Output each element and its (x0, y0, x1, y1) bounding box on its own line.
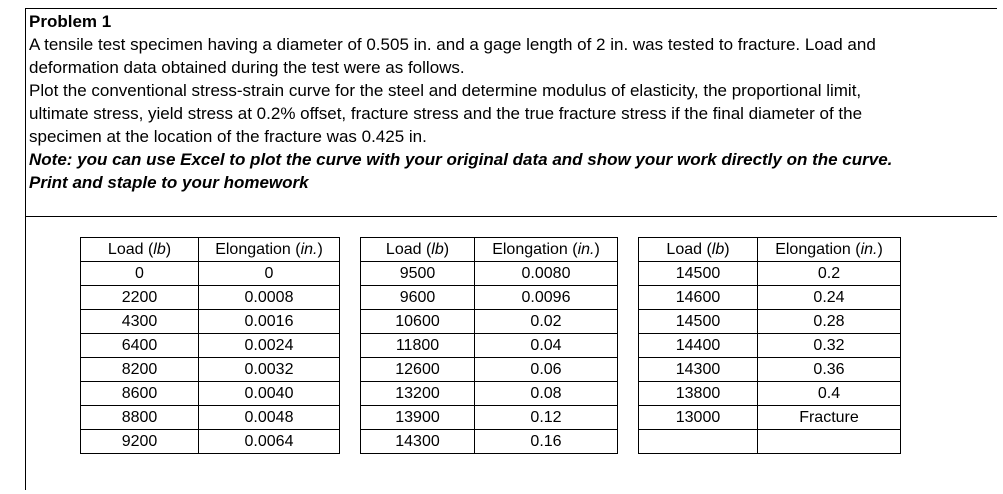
cell-load: 14500 (639, 310, 758, 334)
cell-elongation: 0.28 (758, 310, 901, 334)
problem-text (29, 10, 989, 194)
cell-load: 8600 (81, 382, 199, 406)
header-elongation: Elongation (in.) (475, 238, 618, 262)
cell-load: 13200 (361, 382, 475, 406)
cell-load: 13900 (361, 406, 475, 430)
cell-elongation: 0.36 (758, 358, 901, 382)
cell-elongation: 0.02 (475, 310, 618, 334)
cell-load: 4300 (81, 310, 199, 334)
cell-elongation: 0.24 (758, 286, 901, 310)
problem-line-5: specimen at the location of the fracture was 0.425 in. (29, 127, 427, 146)
cell-elongation: 0.0096 (475, 286, 618, 310)
header-load: Load (lb) (361, 238, 475, 262)
cell-load: 6400 (81, 334, 199, 358)
cell-load: 2200 (81, 286, 199, 310)
header-elongation: Elongation (in.) (199, 238, 340, 262)
cell-elongation: 0.0008 (199, 286, 340, 310)
cell-elongation: 0.0040 (199, 382, 340, 406)
header-elongation: Elongation (in.) (758, 238, 901, 262)
cell-elongation: 0.04 (475, 334, 618, 358)
cell-load: 11800 (361, 334, 475, 358)
cell-elongation: 0 (199, 262, 340, 286)
note-line-2: Print and staple to your homework (29, 173, 309, 192)
table-row (81, 430, 901, 454)
load-elongation-table (80, 237, 901, 454)
cell-load (639, 430, 758, 454)
cell-elongation: 0.08 (475, 382, 618, 406)
cell-load: 14400 (639, 334, 758, 358)
problem-line-2: deformation data obtained during the test were as follows. (29, 58, 465, 77)
cell-load: 13800 (639, 382, 758, 406)
cell-load: 8200 (81, 358, 199, 382)
cell-load: 10600 (361, 310, 475, 334)
cell-load: 14300 (361, 430, 475, 454)
cell-elongation: 0.0032 (199, 358, 340, 382)
cell-elongation: Fracture (758, 406, 901, 430)
table-row (81, 334, 901, 358)
cell-elongation (758, 430, 901, 454)
divider (25, 216, 997, 217)
note-line-1: Note: you can use Excel to plot the curve with your original data and show your work directly on the curve. (29, 150, 893, 169)
cell-load: 0 (81, 262, 199, 286)
cell-elongation: 0.4 (758, 382, 901, 406)
cell-elongation: 0.0024 (199, 334, 340, 358)
header-load: Load (lb) (81, 238, 199, 262)
problem-title: Problem 1 (29, 12, 112, 31)
cell-load: 14600 (639, 286, 758, 310)
cell-elongation: 0.0016 (199, 310, 340, 334)
cell-load: 9500 (361, 262, 475, 286)
table-row (81, 382, 901, 406)
cell-elongation: 0.0080 (475, 262, 618, 286)
table-row (81, 358, 901, 382)
cell-elongation: 0.2 (758, 262, 901, 286)
cell-load: 8800 (81, 406, 199, 430)
cell-elongation: 0.0048 (199, 406, 340, 430)
cell-load: 12600 (361, 358, 475, 382)
cell-elongation: 0.0064 (199, 430, 340, 454)
problem-line-3: Plot the conventional stress-strain curve for the steel and determine modulus of elasticity, the proportional limit, (29, 81, 862, 100)
cell-load: 9600 (361, 286, 475, 310)
cell-elongation: 0.06 (475, 358, 618, 382)
table-row (81, 310, 901, 334)
table-row (81, 286, 901, 310)
cell-load: 14500 (639, 262, 758, 286)
table-row (81, 262, 901, 286)
cell-load: 9200 (81, 430, 199, 454)
table-header-row (81, 238, 901, 262)
cell-load: 13000 (639, 406, 758, 430)
problem-line-1: A tensile test specimen having a diameter of 0.505 in. and a gage length of 2 in. was tested to fracture. Load and (29, 35, 876, 54)
cell-elongation: 0.12 (475, 406, 618, 430)
cell-elongation: 0.32 (758, 334, 901, 358)
cell-load: 14300 (639, 358, 758, 382)
table-row (81, 406, 901, 430)
problem-line-4: ultimate stress, yield stress at 0.2% offset, fracture stress and the true fracture stress if the final diameter of the (29, 104, 863, 123)
cell-elongation: 0.16 (475, 430, 618, 454)
header-load: Load (lb) (639, 238, 758, 262)
